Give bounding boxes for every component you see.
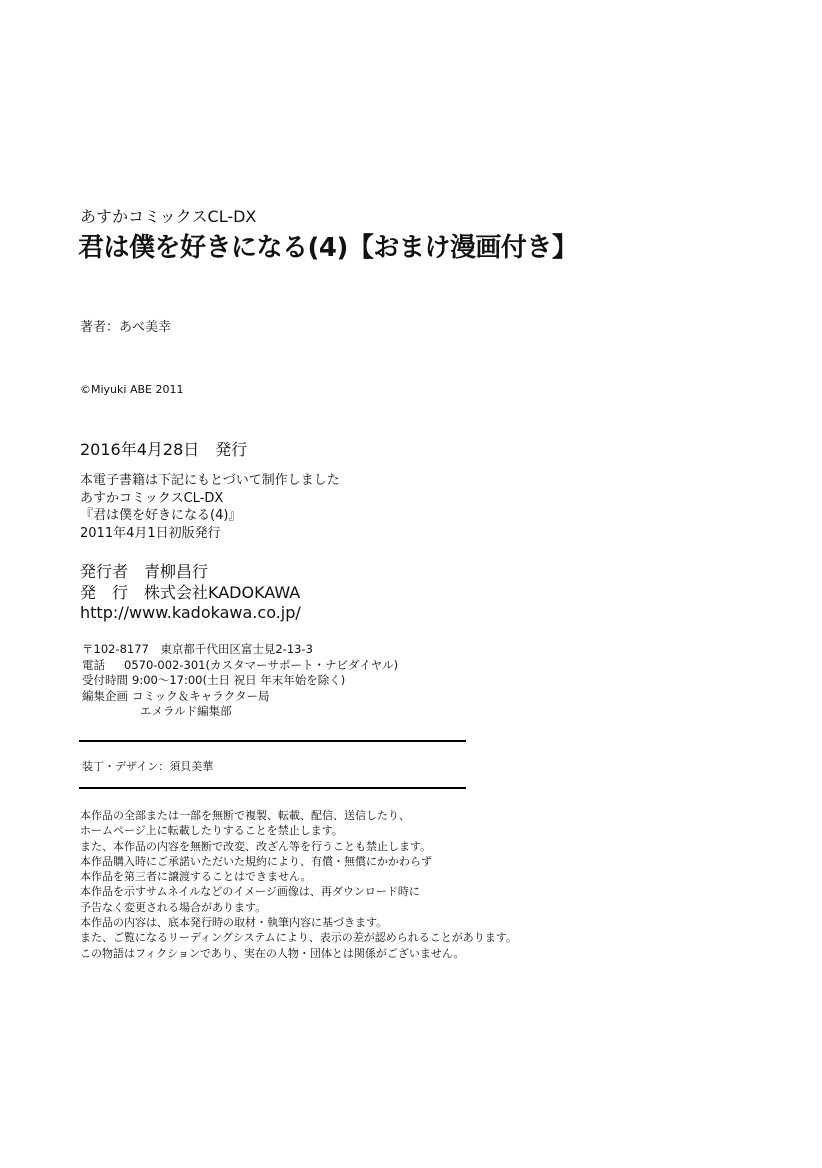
hours-row [82,673,398,689]
basis-note-line: 2011年4月1日初版発行 [80,525,221,541]
notice-line: 予告なく変更される場合があります。 [80,900,267,914]
publication-date: 2016年4月28日 発行 [80,440,248,459]
book-title: 君は僕を好きになる(4)【おまけ漫画付き】 [78,233,578,263]
basis-note-line: あすかコミックスCL-DX [80,490,224,506]
notice-line: また、ご覧になるリーディングシステムにより、表示の差が認められることがあります。 [80,931,517,945]
editorial-row [82,689,398,705]
basis-note [80,472,340,542]
copyright-notice: ©Miyuki ABE 2011 [80,383,184,396]
postal-address-text: 〒102-8177 東京都千代田区富士見2-13-3 [82,642,313,656]
notice-line: 本作品の全部または一部を無断で複製、転載、配信、送信したり、 [80,809,410,822]
publisher-url: http://www.kadokawa.co.jp/ [80,603,301,622]
hours-label: 受付時間 [82,673,128,687]
author-line: 著者：あべ美幸 [80,320,172,335]
notice-line: 本作品を示すサムネイルなどのイメージ画像は、再ダウンロード時に [80,885,420,899]
basis-note-line: 『君は僕を好きになる(4)』 [80,508,242,523]
editorial-value: コミック＆キャラクター局 [132,688,270,703]
divider-top [79,740,466,742]
basis-note-line: 本電子書籍は下記にもとづいて制作しました [80,473,340,488]
publisher-info [80,562,301,624]
notice-line: 本作品の内容は、底本発行時の取材・執筆内容に基づきます。 [80,916,388,930]
editorial-row-2 [82,704,398,720]
divider-bottom [79,787,466,789]
publisher-line: 発 行 株式会社KADOKAWA [80,582,301,602]
phone-value: 0570-002-301(カスタマーサポート・ナビダイヤル) [124,657,399,672]
notice-line: この物語はフィクションであり、実在の人物・団体とは関係がございません。 [80,946,465,960]
phone-row [82,658,398,674]
notice-line: また、本作品の内容を無断で改変、改ざん等を行うことも禁止します。 [80,839,432,853]
notice-line: ホームページ上に転載したりすることを禁止します。 [80,824,343,838]
hours-value: 9:00〜17:00(土日 祝日 年末年始を除く) [132,673,346,687]
design-credit: 装丁・デザイン：須貝美華 [82,760,214,773]
series-label: あすかコミックスCL-DX [80,207,257,226]
phone-label: 電話 [82,657,105,672]
postal-address [82,642,398,658]
contact-block [82,642,398,720]
editorial-value-2: エメラルド編集部 [140,704,232,718]
legal-notice [80,808,517,961]
issuer-line: 発行者 青柳昌行 [80,562,209,581]
notice-line: 本作品購入時にご承諾いただいた規約により、有償・無償にかかわらず [80,854,432,868]
notice-line: 本作品を第三者に譲渡することはできません。 [80,870,312,884]
editorial-label: 編集企画 [82,688,128,703]
